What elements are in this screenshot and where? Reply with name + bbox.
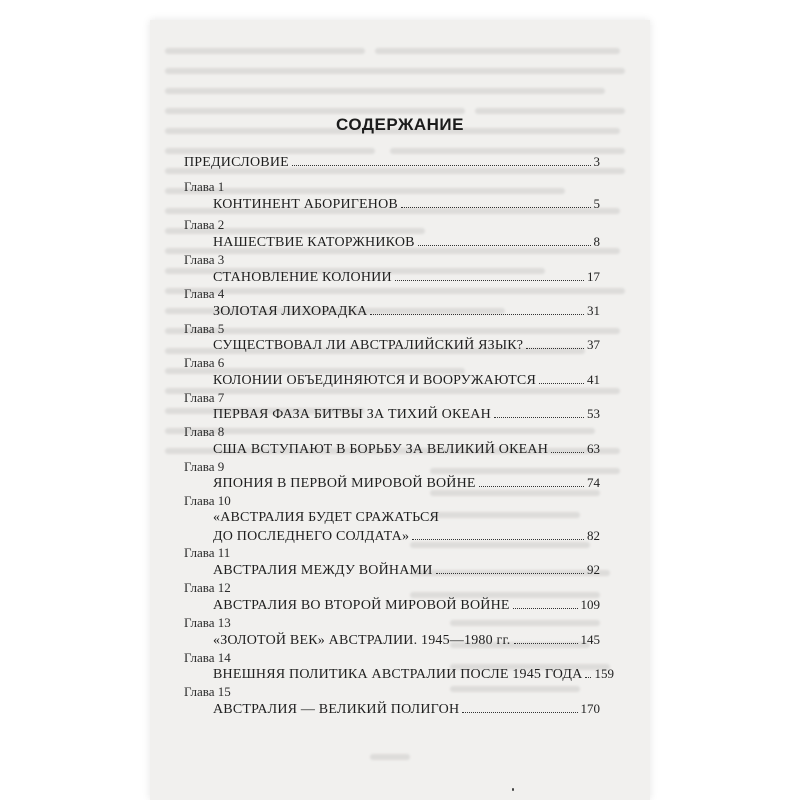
chapter-label: Глава 10 [184, 493, 231, 508]
toc-entry-chapter-5[interactable] [213, 337, 600, 354]
entry-title: ПЕРВАЯ ФАЗА БИТВЫ ЗА ТИХИЙ ОКЕАН [213, 407, 491, 422]
page-number: 92 [587, 562, 600, 577]
page-number: 5 [593, 196, 600, 211]
dot-leader [479, 486, 584, 487]
page-number: 17 [587, 269, 600, 284]
entry-title: СУЩЕСТВОВАЛ ЛИ АВСТРАЛИЙСКИЙ ЯЗЫК? [213, 338, 524, 353]
dot-leader [539, 383, 584, 384]
toc-entry-chapter-2[interactable] [213, 234, 600, 251]
chapter-label: Глава 14 [184, 650, 231, 665]
entry-title: КОНТИНЕНТ АБОРИГЕНОВ [213, 197, 398, 212]
page-number: 159 [594, 666, 614, 681]
dot-leader [526, 348, 584, 349]
entry-title: НАШЕСТВИЕ КАТОРЖНИКОВ [213, 235, 415, 250]
toc-entry-chapter-12[interactable] [213, 597, 600, 614]
page-number: 63 [587, 441, 600, 456]
page-number: 145 [580, 632, 600, 647]
entry-title: ВНЕШНЯЯ ПОЛИТИКА АВСТРАЛИИ ПОСЛЕ 1945 ГОДА [213, 667, 583, 682]
entry-title: АВСТРАЛИЯ ВО ВТОРОЙ МИРОВОЙ ВОЙНЕ [213, 598, 510, 613]
contents-heading: СОДЕРЖАНИЕ [336, 115, 464, 134]
entry-title: АВСТРАЛИЯ — ВЕЛИКИЙ ПОЛИГОН [213, 702, 460, 717]
page-number: 109 [580, 597, 600, 612]
entry-title: ЯПОНИЯ В ПЕРВОЙ МИРОВОЙ ВОЙНЕ [213, 476, 476, 491]
ink-speck [512, 788, 514, 791]
page-number: 3 [593, 154, 600, 169]
toc-entry-chapter-11[interactable] [213, 562, 600, 579]
chapter-label: Глава 9 [184, 459, 225, 474]
toc-entry-chapter-14[interactable] [213, 666, 614, 683]
entry-title: КОЛОНИИ ОБЪЕДИНЯЮТСЯ И ВООРУЖАЮТСЯ [213, 373, 537, 388]
toc-entry-chapter-6[interactable] [213, 372, 600, 389]
toc-entry-chapter-8[interactable] [213, 441, 600, 458]
toc-entry-chapter-4[interactable] [213, 303, 600, 320]
chapter-label: Глава 1 [184, 179, 225, 194]
chapter-label: Глава 8 [184, 424, 225, 439]
dot-leader [370, 314, 584, 315]
entry-title: ЗОЛОТАЯ ЛИХОРАДКА [213, 304, 368, 319]
book-page [150, 20, 650, 800]
dot-leader [513, 608, 578, 609]
dot-leader [436, 573, 584, 574]
page-number: 8 [593, 234, 600, 249]
dot-leader [292, 165, 591, 166]
dot-leader [551, 452, 584, 453]
toc-entry-chapter-10-line-1[interactable] [213, 510, 439, 526]
chapter-label: Глава 2 [184, 217, 225, 232]
toc-entry-chapter-7[interactable] [213, 406, 600, 423]
chapter-label: Глава 11 [184, 545, 231, 560]
dot-leader [412, 539, 584, 540]
page-number: 37 [587, 337, 600, 352]
toc-entry-chapter-3[interactable] [213, 269, 600, 286]
page-number: 31 [587, 303, 600, 318]
chapter-label: Глава 13 [184, 615, 231, 630]
chapter-label: Глава 7 [184, 390, 225, 405]
page-number: 53 [587, 406, 600, 421]
chapter-label: Глава 12 [184, 580, 231, 595]
toc-entry-chapter-9[interactable] [213, 475, 600, 492]
page-number: 82 [587, 528, 600, 543]
entry-title: АВСТРАЛИЯ МЕЖДУ ВОЙНАМИ [213, 563, 433, 578]
chapter-label: Глава 5 [184, 321, 225, 336]
dot-leader [401, 207, 591, 208]
entry-title: «ЗОЛОТОЙ ВЕК» АВСТРАЛИИ. 1945—1980 гг. [213, 633, 511, 648]
dot-leader [462, 712, 577, 713]
chapter-label: Глава 15 [184, 684, 231, 699]
page-number: 170 [580, 701, 600, 716]
toc-entry-chapter-15[interactable] [213, 701, 600, 718]
dot-leader [514, 643, 578, 644]
dot-leader [585, 677, 591, 678]
toc-entry-preface[interactable] [184, 154, 600, 171]
chapter-label: Глава 4 [184, 286, 225, 301]
entry-title: США ВСТУПАЮТ В БОРЬБУ ЗА ВЕЛИКИЙ ОКЕАН [213, 442, 549, 457]
page-number: 74 [587, 475, 600, 490]
toc-entry-chapter-13[interactable] [213, 632, 600, 649]
chapter-label: Глава 3 [184, 252, 225, 267]
toc-entry-chapter-1[interactable] [213, 196, 600, 213]
dot-leader [418, 245, 591, 246]
chapter-label: Глава 6 [184, 355, 225, 370]
entry-title: ПРЕДИСЛОВИЕ [184, 155, 289, 170]
entry-title: СТАНОВЛЕНИЕ КОЛОНИИ [213, 270, 392, 285]
toc-entry-chapter-10[interactable] [213, 528, 600, 545]
entry-title: ДО ПОСЛЕДНЕГО СОЛДАТА» [213, 529, 410, 544]
page-number: 41 [587, 372, 600, 387]
entry-title: «АВСТРАЛИЯ БУДЕТ СРАЖАТЬСЯ [213, 510, 440, 525]
dot-leader [494, 417, 584, 418]
dot-leader [395, 280, 584, 281]
